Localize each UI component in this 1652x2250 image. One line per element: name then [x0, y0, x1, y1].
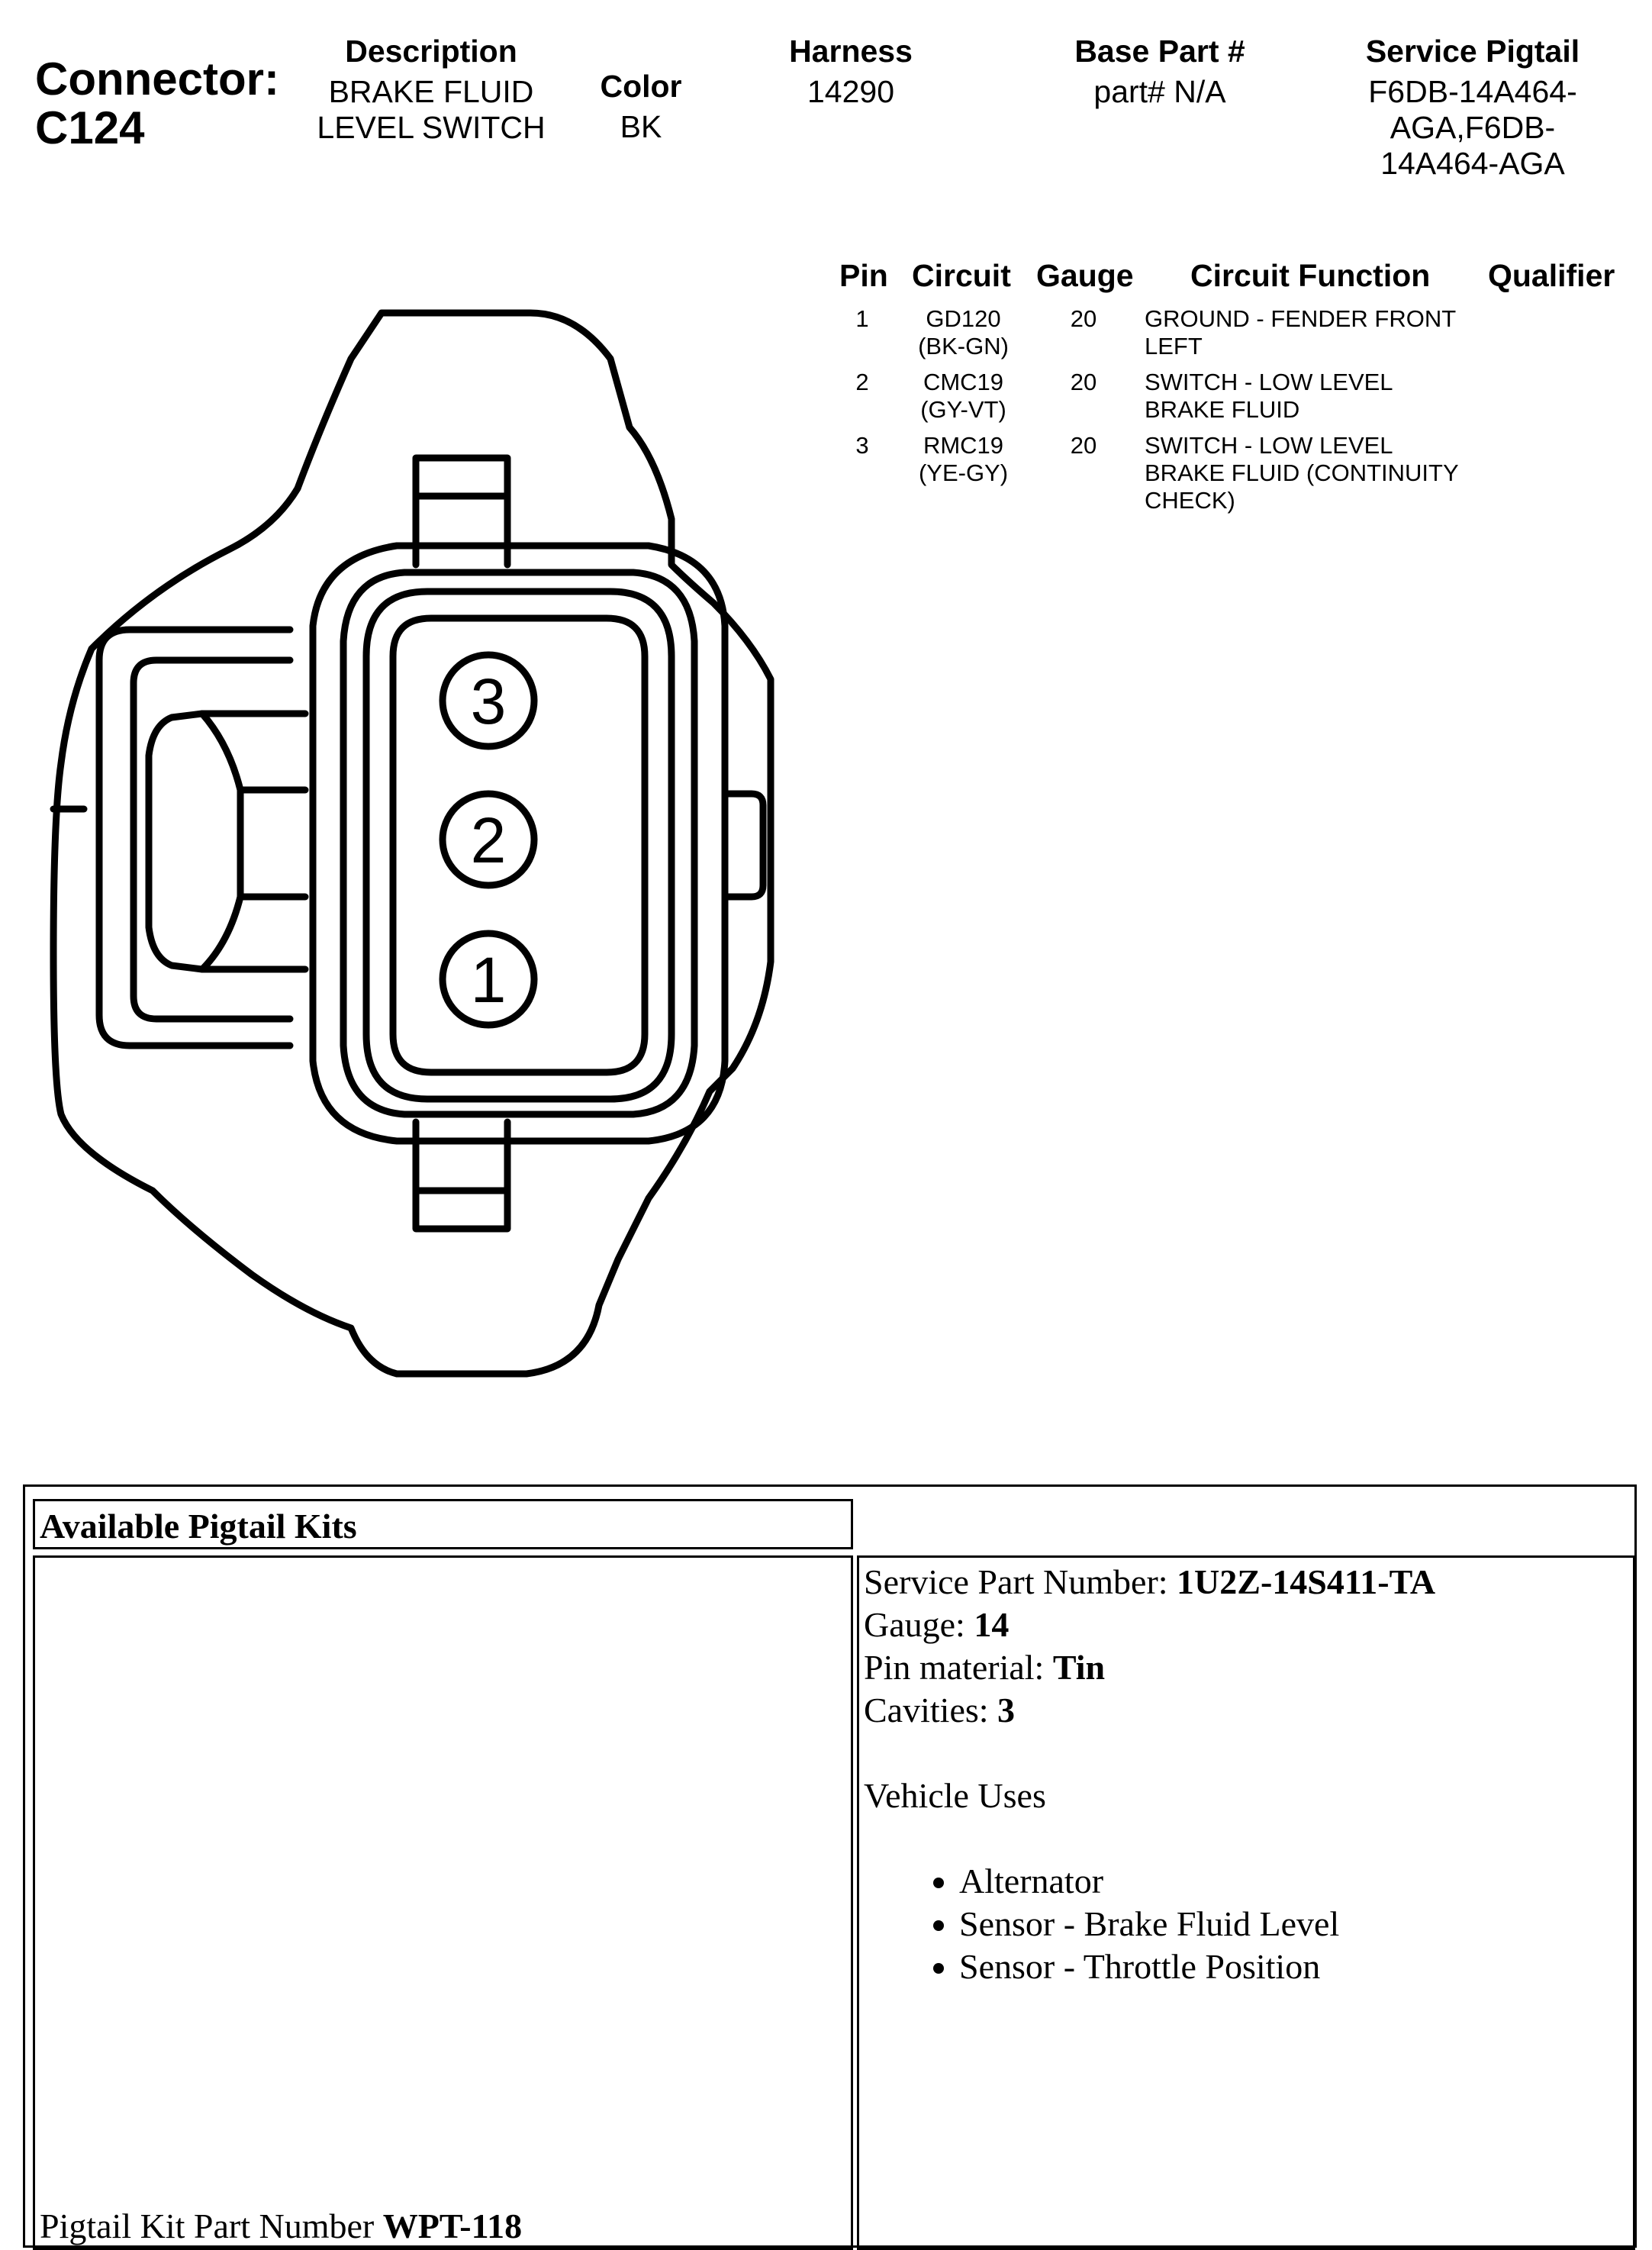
harness-value: 14290	[807, 74, 894, 109]
list-item: • Alternator	[959, 1860, 1628, 1903]
service-pigtail-line1: F6DB-14A464-	[1368, 74, 1577, 109]
description-line1: BRAKE FLUID	[328, 74, 534, 109]
bottom-key	[416, 1122, 507, 1191]
pigtail-kit-image-cell	[33, 1555, 853, 2250]
vehicle-uses-list	[864, 1860, 1628, 1988]
qualifier-header: Qualifier	[1488, 258, 1615, 293]
shroud-outer	[313, 546, 725, 1141]
circuit-code	[900, 305, 1026, 360]
color-value: BK	[620, 109, 662, 144]
pin-material-value: Tin	[1052, 1648, 1106, 1687]
gauge-value: 20	[1070, 369, 1097, 395]
service-pigtail-line2: AGA,F6DB-	[1390, 110, 1556, 145]
function-line: SWITCH - LOW LEVEL	[1145, 369, 1393, 395]
gauge-value: 20	[1070, 305, 1097, 332]
service-pigtail-line3: 14A464-AGA	[1380, 146, 1565, 181]
connector-face-diagram	[0, 290, 839, 1389]
pigtail-kits-section	[23, 1484, 1637, 2248]
pigtail-kits-title: Available Pigtail Kits	[40, 1507, 357, 1546]
pigtail-kit-part-line	[40, 2205, 522, 2248]
gauge-value: 14	[974, 1605, 1010, 1644]
circuit-function	[1145, 369, 1496, 424]
service-part-line	[864, 1561, 1628, 1604]
connector-title	[35, 55, 279, 153]
circuit-color: (YE-GY)	[918, 459, 1009, 486]
description-column	[290, 34, 572, 146]
cavity-inner	[393, 618, 645, 1072]
connector-label: Connector:	[35, 53, 279, 105]
service-pigtail-heading: Service Pigtail	[1365, 34, 1580, 69]
circuit-id: RMC19	[923, 432, 1004, 459]
harness-heading: Harness	[789, 34, 913, 69]
description-heading: Description	[345, 34, 517, 69]
service-part-label: Service Part Number:	[864, 1562, 1177, 1601]
function-line: GROUND - FENDER FRONT	[1145, 305, 1457, 332]
list-item: • Sensor - Brake Fluid Level	[959, 1903, 1628, 1945]
circuit-function-header: Circuit Function	[1190, 258, 1431, 293]
function-line: CHECK)	[1145, 487, 1235, 514]
gauge-value: 20	[1070, 432, 1097, 459]
list-item: • Sensor - Throttle Position	[959, 1945, 1628, 1988]
pin-number: 3	[855, 432, 869, 459]
function-line: SWITCH - LOW LEVEL	[1145, 432, 1393, 459]
gauge-line	[864, 1604, 1628, 1646]
circuit-color: (GY-VT)	[920, 396, 1006, 423]
circuit-header: Circuit	[912, 258, 1011, 293]
description-line2: LEVEL SWITCH	[317, 110, 546, 145]
circuit-code	[900, 369, 1026, 424]
base-part-value: part# N/A	[1093, 74, 1226, 109]
pigtail-kits-header	[33, 1499, 853, 1549]
circuit-id: CMC19	[923, 369, 1004, 395]
circuit-function	[1145, 432, 1496, 514]
circuit-function	[1145, 305, 1496, 360]
vehicle-uses-heading: Vehicle Uses	[864, 1776, 1046, 1815]
function-line: BRAKE FLUID	[1145, 396, 1300, 423]
circuit-id: GD120	[926, 305, 1001, 332]
housing-outline	[53, 313, 771, 1374]
color-column	[565, 69, 717, 145]
circuit-code	[900, 432, 1026, 487]
latch-outer	[99, 630, 290, 1046]
gauge-header: Gauge	[1036, 258, 1134, 293]
connector-id: C124	[35, 102, 145, 153]
color-heading: Color	[600, 69, 682, 104]
circuit-color: (BK-GN)	[918, 333, 1009, 359]
service-part-value: 1U2Z-14S411-TA	[1177, 1562, 1436, 1601]
pigtail-kit-details-cell	[857, 1555, 1635, 2250]
gauge-label: Gauge:	[864, 1605, 974, 1644]
pigtail-kit-part-label: Pigtail Kit Part Number	[40, 2206, 383, 2245]
cavities-label: Cavities:	[864, 1691, 998, 1729]
cavities-value: 3	[997, 1691, 1016, 1729]
service-pigtail-column	[1343, 34, 1602, 182]
pin-number: 1	[855, 305, 869, 332]
harness-column	[763, 34, 939, 110]
cavities-line	[864, 1689, 1628, 1732]
pin-1-label: 1	[470, 944, 507, 1016]
base-part-column	[1038, 34, 1282, 110]
latch-tab	[149, 714, 240, 969]
right-key	[725, 794, 763, 897]
base-part-heading: Base Part #	[1074, 34, 1245, 69]
pin-number: 2	[855, 369, 869, 395]
pin-3-label: 3	[470, 666, 507, 737]
top-key	[416, 496, 507, 565]
function-line: BRAKE FLUID (CONTINUITY	[1145, 459, 1459, 486]
pin-header: Pin	[839, 258, 888, 293]
pin-material-line	[864, 1646, 1628, 1689]
function-line: LEFT	[1145, 333, 1203, 359]
pigtail-kit-part-value: WPT-118	[382, 2206, 523, 2245]
pin-material-label: Pin material:	[864, 1648, 1053, 1687]
pin-2-label: 2	[470, 804, 507, 876]
